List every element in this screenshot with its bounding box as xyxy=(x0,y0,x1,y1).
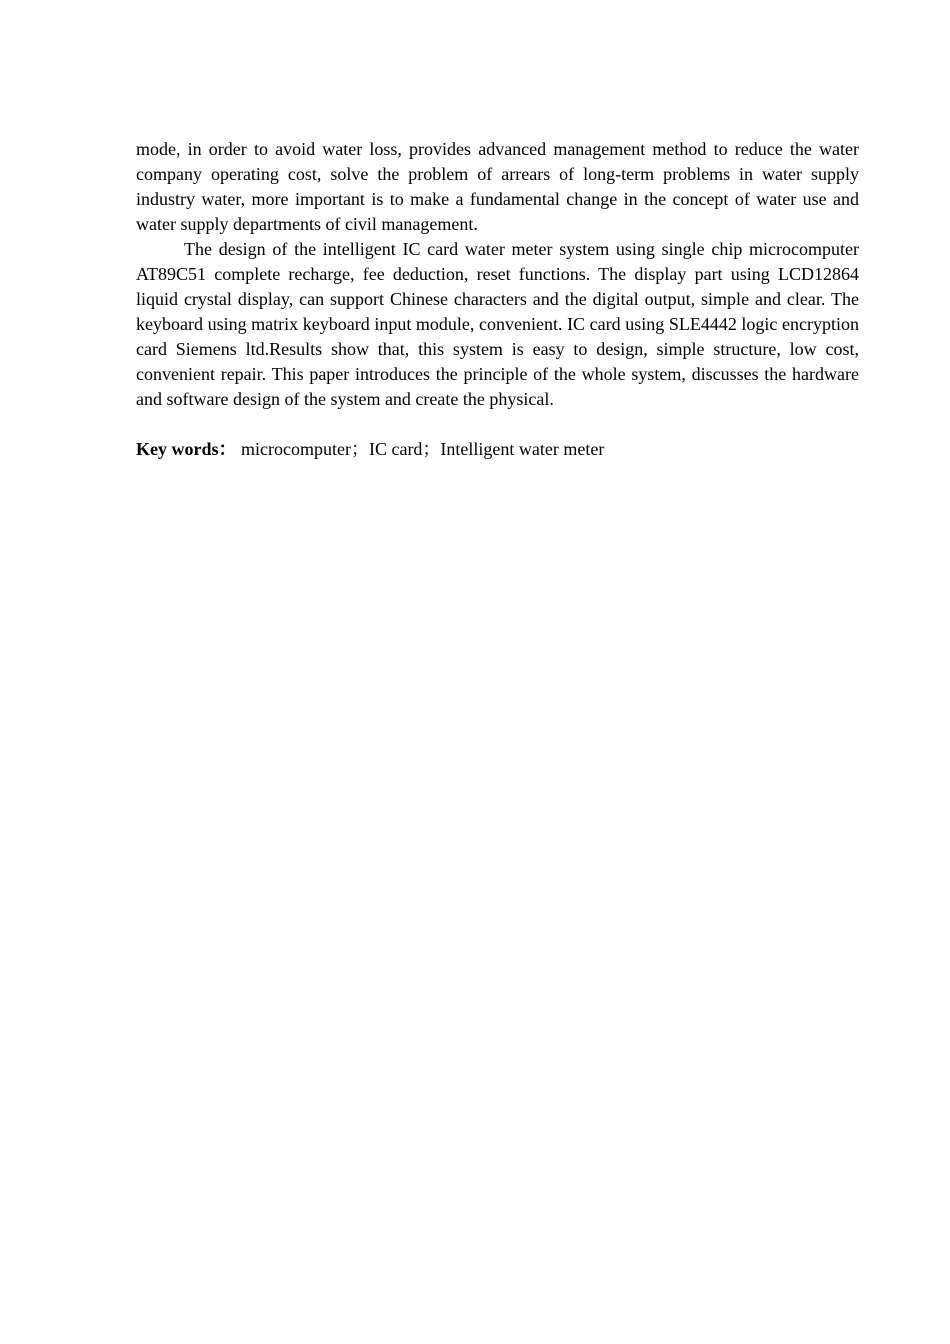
abstract-body xyxy=(136,137,859,462)
keywords-label: Key words： xyxy=(136,439,237,459)
abstract-paragraph-continued: mode, in order to avoid water loss, provides advanced management method to reduce the water company operating cost, solve the problem of arrears of long-term problems in water supply industry water, more important is to make a fundamental change in the concept of water use and water supply departments of civil management. xyxy=(136,139,859,234)
abstract-paragraph-design: The design of the intelligent IC card water meter system using single chip microcomputer AT89C51 complete recharge, fee deduction, reset functions. The display part using LCD12864 liquid crystal display, can support Chinese characters and the digital output, simple and clear. The keyboard using matrix keyboard input module, convenient. IC card using SLE4442 logic encryption card Siemens ltd.Results show that, this system is easy to design, simple structure, low cost, convenient repair. This paper introduces the principle of the whole system, discusses the hardware and software design of the system and create the physical. xyxy=(136,239,859,409)
keywords-text: microcomputer；IC card；Intelligent water meter xyxy=(236,439,605,459)
keywords-line xyxy=(136,437,859,462)
